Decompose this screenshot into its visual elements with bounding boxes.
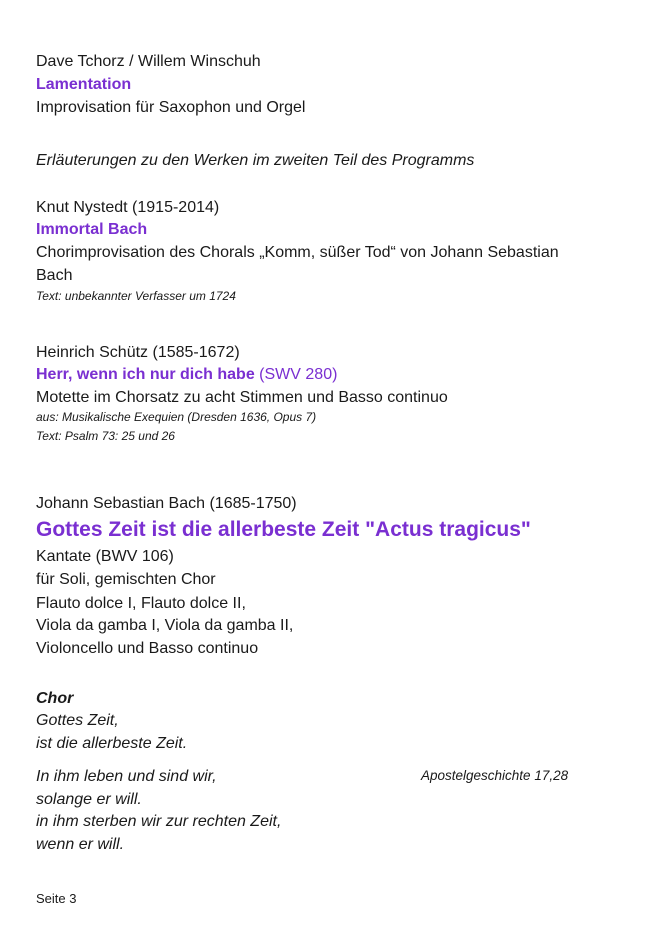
composer-nystedt: Knut Nystedt (1915-2014) (36, 199, 220, 216)
work-title-row-schuetz (36, 365, 337, 385)
bach-detail-line: Kantate (BWV 106) (36, 548, 174, 565)
bach-detail-line: Violoncello und Basso continuo (36, 640, 259, 657)
work-title-herr-wenn-ich: Herr, wenn ich nur dich habe (36, 366, 255, 383)
chor-verse-line: Gottes Zeit, (36, 712, 119, 729)
text-note-nystedt: Text: unbekannter Verfasser um 1724 (36, 289, 236, 303)
composer-schuetz: Heinrich Schütz (1585-1672) (36, 344, 240, 361)
work-description-lamentation: Improvisation für Saxophon und Orgel (36, 99, 306, 116)
page-number: Seite 3 (36, 891, 77, 906)
composer-bach: Johann Sebastian Bach (1685-1750) (36, 495, 297, 512)
work-description-schuetz: Motette im Chorsatz zu acht Stimmen und Basso continuo (36, 389, 448, 406)
source-note-schuetz: aus: Musikalische Exequien (Dresden 1636, Opus 7) (36, 410, 317, 424)
work-description-immortal-bach: Chorimprovisation des Chorals „Komm, süßer Tod“ von Johann Sebastian (36, 244, 559, 261)
chor-heading: Chor (36, 690, 74, 707)
work-title-immortal-bach: Immortal Bach (36, 221, 148, 238)
chor-verse-line: in ihm sterben wir zur rechten Zeit, (36, 813, 282, 830)
chor-verse-line: solange er will. (36, 791, 142, 808)
catalog-number-swv: (SWV 280) (259, 366, 338, 383)
bible-reference: Apostelgeschichte 17,28 (421, 768, 569, 783)
chor-verse-line: wenn er will. (36, 836, 125, 853)
composer-tchorz-winschuh: Dave Tchorz / Willem Winschuh (36, 53, 261, 70)
chor-verse-line: In ihm leben und sind wir, (36, 768, 217, 785)
text-note-schuetz: Text: Psalm 73: 25 und 26 (36, 429, 175, 443)
bach-detail-line: Flauto dolce I, Flauto dolce II, (36, 595, 246, 612)
work-description-immortal-bach-cont: Bach (36, 267, 73, 284)
section-intro-heading: Erläuterungen zu den Werken im zweiten Teil des Programms (36, 152, 475, 169)
work-title-lamentation: Lamentation (36, 76, 132, 93)
work-title-gottes-zeit: Gottes Zeit ist die allerbeste Zeit "Actus tragicus" (36, 518, 531, 541)
chor-verse-line: ist die allerbeste Zeit. (36, 735, 188, 752)
bach-detail-line: für Soli, gemischten Chor (36, 571, 216, 588)
bach-detail-line: Viola da gamba I, Viola da gamba II, (36, 617, 294, 634)
